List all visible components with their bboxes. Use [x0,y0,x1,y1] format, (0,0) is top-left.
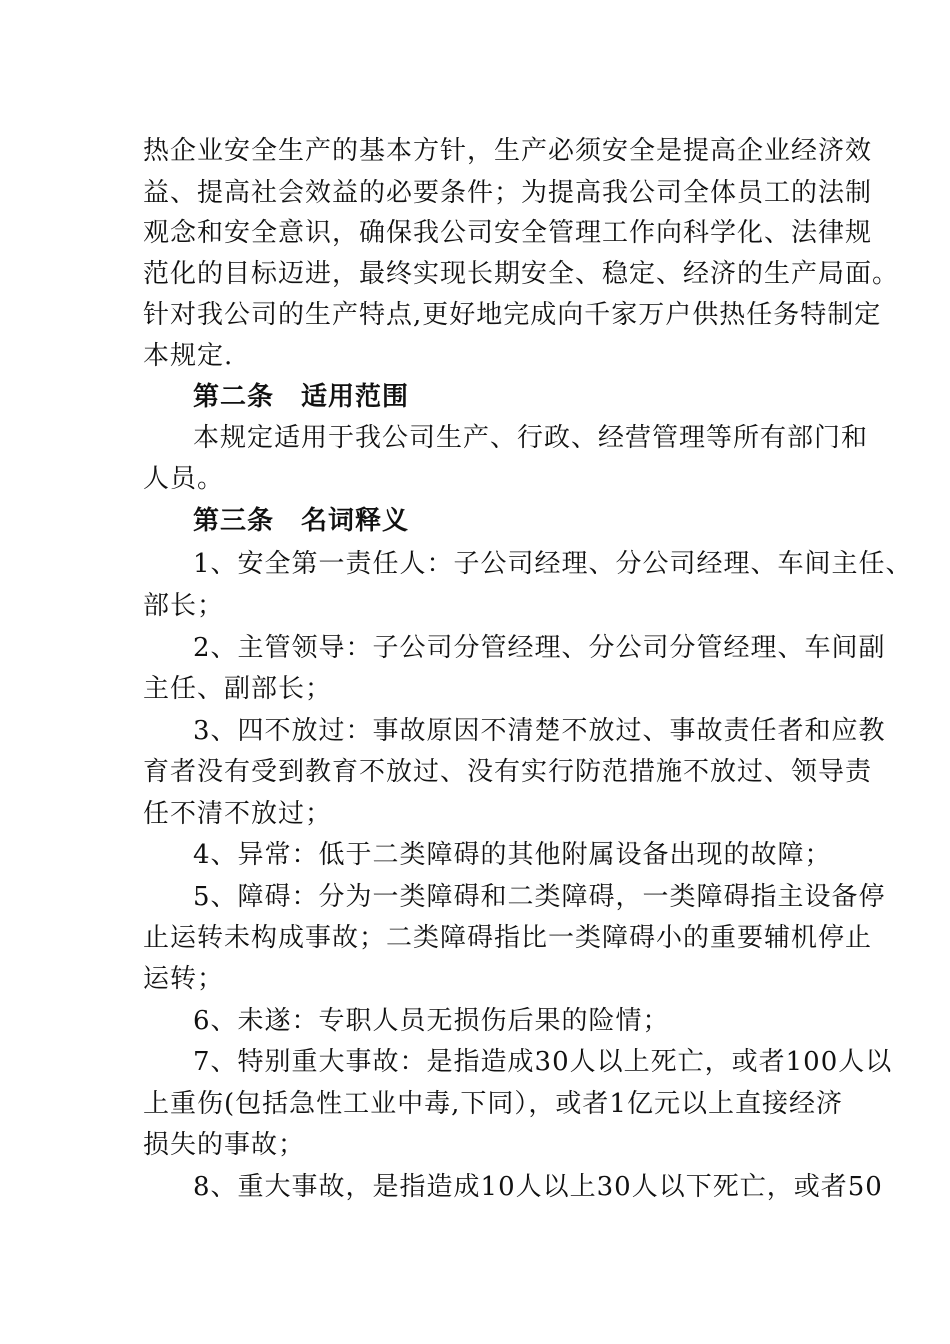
paragraph-line: 观念和安全意识，确保我公司安全管理工作向科学化、法律规 [143,218,873,248]
paragraph-line: 育者没有受到教育不放过、没有实行防范措施不放过、领导责 [143,757,873,787]
paragraph-line: 本规定适用于我公司生产、行政、经营管理等所有部门和 [193,423,869,453]
definition-item-7: 7、特别重大事故：是指造成30人以上死亡，或者100人以 [193,1047,893,1077]
paragraph-line: 上重伤(包括急性工业中毒,下同），或者1亿元以上直接经济 [143,1089,843,1119]
paragraph-line: 运转； [143,964,225,994]
paragraph-line: 范化的目标迈进，最终实现长期安全、稳定、经济的生产局面。 [143,259,900,289]
definition-item-3: 3、四不放过：事故原因不清楚不放过、事故责任者和应教 [193,716,886,746]
paragraph-line: 本规定. [143,341,234,371]
definition-item-6: 6、未遂：专职人员无损伤后果的险情； [193,1006,670,1036]
paragraph-line: 任不清不放过； [143,799,333,829]
definition-item-5: 5、障碍：分为一类障碍和二类障碍，一类障碍指主设备停 [193,882,886,912]
paragraph-line: 益、提高社会效益的必要条件；为提高我公司全体员工的法制 [143,178,873,208]
paragraph-line: 针对我公司的生产特点,更好地完成向千家万户供热任务特制定 [143,300,882,330]
definition-item-1: 1、安全第一责任人：子公司经理、分公司经理、车间主任、 [193,549,913,579]
article-3-heading: 第三条 名词释义 [193,506,410,536]
article-2-heading: 第二条 适用范围 [193,382,410,412]
paragraph-line: 止运转未构成事故；二类障碍指比一类障碍小的重要辅机停止 [143,923,873,953]
paragraph-line: 主任、副部长； [143,674,333,704]
paragraph-line: 热企业安全生产的基本方针，生产必须安全是提高企业经济效 [143,136,873,166]
paragraph-line: 人员。 [143,464,225,494]
paragraph-line: 部长； [143,591,225,621]
definition-item-4: 4、异常：低于二类障碍的其他附属设备出现的故障； [193,840,832,870]
paragraph-line: 损失的事故； [143,1130,306,1160]
definition-item-2: 2、主管领导：子公司分管经理、分公司分管经理、车间副 [193,633,886,663]
definition-item-8: 8、重大事故，是指造成10人以上30人以下死亡，或者50 [193,1172,883,1202]
